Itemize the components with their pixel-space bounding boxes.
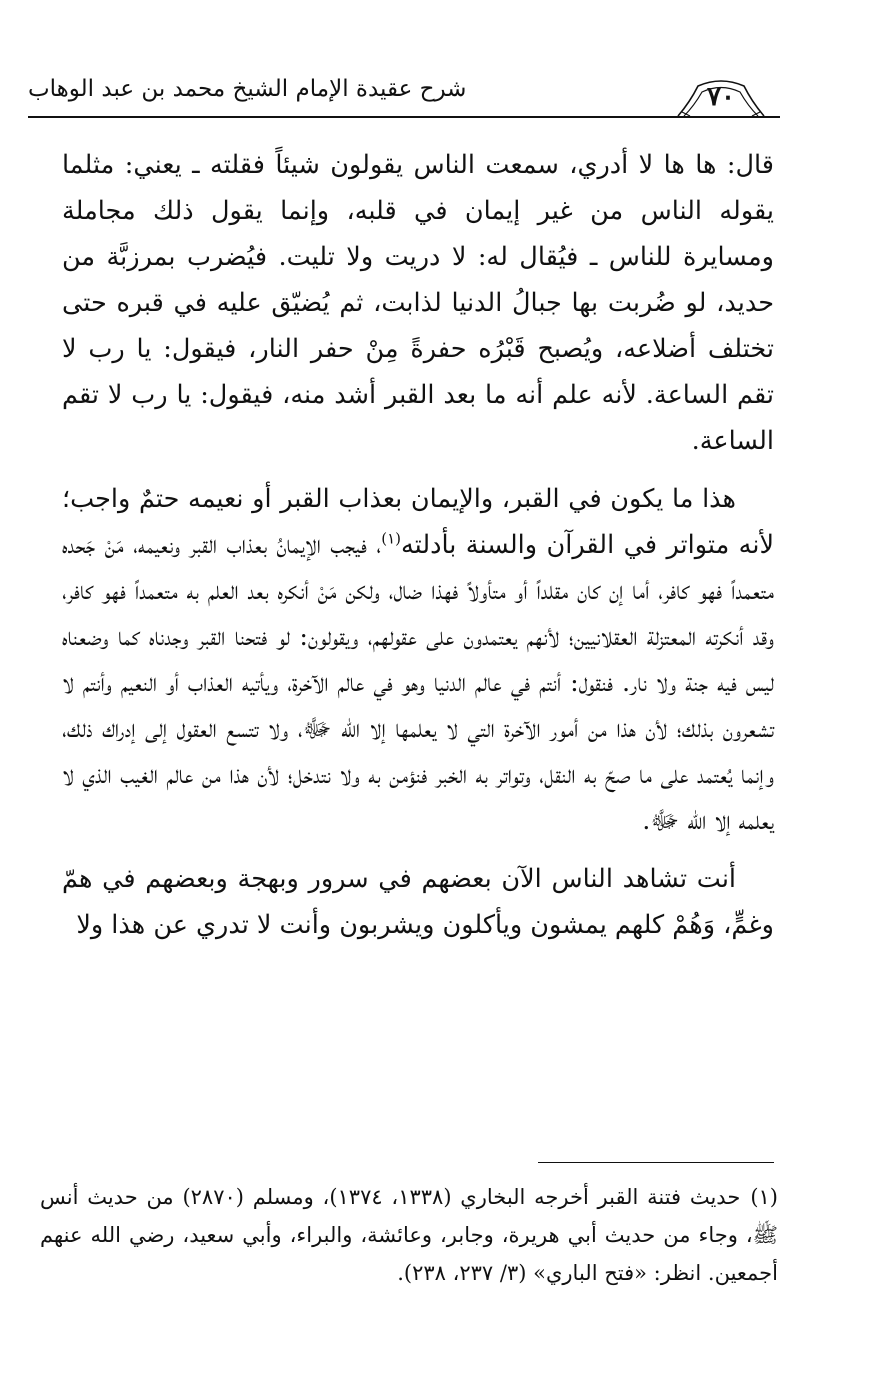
paragraph [62,476,774,844]
paragraph-text: هذا ما يكون في القبر، والإيمان بعذاب القبر أو نعيمه حتمٌ واجب؛ لأنه متواتر في القرآن والسنة بأدلته [62,484,774,560]
footnotes [40,1178,778,1292]
footnote-reference: (١) [381,529,401,548]
page-header [28,72,780,118]
footnote-separator [538,1162,774,1163]
footnote-number: (١) [750,1185,778,1209]
paragraph-text: ، فيجب الإيمانُ بعذاب القبر ونعيمه، مَنْ جَحده متعمداً فهو كافر، أما إن كان مقلداً أو متأولاً فهذا ضال، ولكن مَنْ أنكره بعد العلم به متعمداً فهو كافر، وقد أنكرته المعتزلة العقلانيين؛ لأنهم يعتمدون على عقولهم، ويقولون: لو فتحنا القبر وجدناه كما وضعناه ليس فيه جنة ولا نار. فنقول: أنتم في عالم الدنيا وهو في عالم الآخرة، ويأتيه العذاب أو النعيم وأنتم لا تشعرون بذلك؛ لأن هذا من أمور الآخرة التي لا يعلمها إلا الله ﷻ، ولا تتسع العقول إلى إدراك ذلك، وإنما يُعتمد على ما صحّ به النقل، وتواتر به الخبر فنؤمن به ولا نتدخل؛ لأن هذا من عالم الغيب الذي لا يعلمه إلا الله ﷻ. [62,530,774,836]
footnote [40,1178,778,1292]
paragraph: أنت تشاهد الناس الآن بعضهم في سرور وبهجة وبعضهم في همّ وغمٍّ، وَهُمْ كلهم يمشون ويأكلون ويشربون وأنت لا تدري عن هذا ولا [62,864,774,940]
paragraph: قال: ها ها لا أدري، سمعت الناس يقولون شيئاً فقلته ـ يعني: مثلما يقوله الناس من غير إيمان في قلبه، وإنما يقول ذلك مجاملة ومسايرة للناس ـ فيُقال له: لا دريت ولا تليت. فيُضرب بمرزبَّة من حديد، لو ضُربت بها جبالُ الدنيا لذابت، ثم يُضيّق عليه في قبره حتى تختلف أضلاعه، ويُصبح قَبْرُه حفرةً مِنْ حفر النار، فيقول: يا رب لا تقم الساعة. لأنه علم أنه ما بعد القبر أشد منه، فيقول: يا رب لا تقم الساعة. [62,150,774,456]
header-rule [28,116,780,118]
running-title: شرح عقيدة الإمام الشيخ محمد بن عبد الوهاب [28,76,467,102]
page-number-badge [676,72,766,118]
footnote-text: حديث فتنة القبر أخرجه البخاري (١٣٣٨، ١٣٧٤)، ومسلم (٢٨٧٠) من حديث أنس ﷺ، وجاء من حديث أبي هريرة، وجابر، وعائشة، والبراء، وأبي سعيد، رضي الله عنهم أجمعين. انظر: «فتح الباري» (٣/ ٢٣٧، ٢٣٨). [40,1185,778,1285]
page-number: ٧٠ [707,82,735,112]
body-text [62,142,774,948]
